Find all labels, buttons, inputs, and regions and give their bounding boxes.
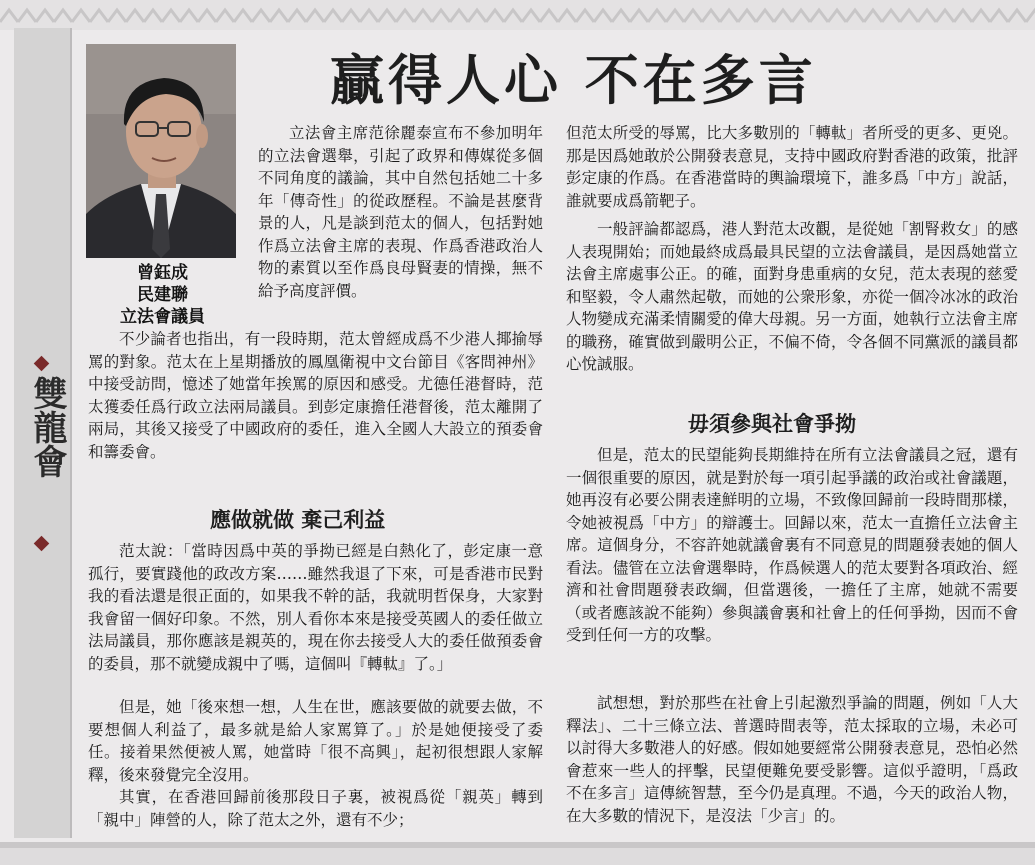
author-photo bbox=[86, 44, 236, 258]
paragraph-4: 但是，她「後來想一想，人生在世，應該要做的就要去做，不要想個人利益了，最多就是給人家罵算了。」於是她便接受了委任。接着果然便被人罵，她當時「很不高興」，起初很想跟人家解釋，後來發覺完全沒用。 bbox=[88, 698, 543, 784]
author-role: 立法會議員 bbox=[120, 307, 205, 327]
column-name: 雙龍會 bbox=[27, 376, 67, 478]
paragraph-7: 一般評論都認爲，港人對范太改觀，是從她「割腎救女」的感人表現開始；而她最終成爲最具民望的立法會議員，是因爲她當立法會主席處事公正。的確，面對身患重病的女兒，范太表現的慈愛和堅毅，令人肅然起敬，而她的公衆形象，亦從一個冷冰冰的政治人物變成充滿柔情關愛的偉大母親。另一方面，她執行立法會主席的職務，確實做到嚴明公正，不偏不倚，令各個不同黨派的議員都心悅誠服。 bbox=[566, 220, 1018, 373]
headline: 贏得人心 不在多言 bbox=[330, 48, 817, 112]
top-border-pattern bbox=[0, 0, 1035, 30]
paragraph-8: 但是，范太的民望能夠長期維持在所有立法會議員之冠，還有一個很重要的原因，就是對於每一項引起爭議的政治或社會議題，她再沒有必要公開表達鮮明的立場，不致像回歸前一段時間那樣，令她被視爲「中方」的辯護士。回歸以來，范太一直擔任立法會主席。這個身分，不容許她就議會裏有不同意見的問題發表她的個人看法。儘管在立法會選舉時，作爲候選人的范太要對各項政治、經濟和社會問題發表政綱，但當選後，一擔任了主席，她就不需要（或者應該說不能夠）參與議會裏和社會上的任何爭拗，因而不會受到任何一方的攻擊。 bbox=[566, 446, 1018, 644]
subhead-left: 應做就做 棄己利益 bbox=[210, 508, 386, 532]
diamond-ornament-top bbox=[34, 356, 50, 372]
paragraph-2: 不少論者也指出，有一段時期，范太曾經成爲不少港人揶揄辱罵的對象。范太在上星期播放的鳳凰衛視中文台節目《客問神州》中接受訪問，憶述了她當年挨罵的原因和感受。尤德任港督時，范太獲委任爲行政立法兩局議員。到彭定康擔任港督後，范太離開了兩局，其後又接受了中國政府的委任，進入全國人大設立的預委會和籌委會。 bbox=[88, 330, 543, 461]
author-party: 民建聯 bbox=[137, 285, 188, 305]
paragraph-9: 試想想，對於那些在社會上引起激烈爭論的問題，例如「人大釋法」、二十三條立法、普選時間表等，范太採取的立場，未必可以討得大多數港人的好感。假如她要經常公開發表意見，恐怕必然會惹來一些人的抨擊，民望便難免要受影響。這似乎證明，「爲政不在多言」這傳統智慧，至今仍是真理。不過，今天的政治人物，在大多數的情況下，是沒法「少言」的。 bbox=[566, 694, 1018, 825]
author-name: 曾鈺成 bbox=[137, 263, 188, 283]
paragraph-3: 范太說：「當時因爲中英的爭拗已經是白熱化了，彭定康一意孤行，要實踐他的政改方案……雖然我退了下來，可是香港市民對我的看法還是很正面的，如果我不幹的話，我就明哲保身，大家對我會留一個好印象。不然，別人看你本來是接受英國人的委任做立法局議員，那你應該是親英的，現在你去接受人大的委任做預委會的委員，那不就變成親中了嗎，這個叫『轉軚』了。」 bbox=[88, 542, 543, 673]
paragraph-5: 其實，在香港回歸前後那段日子裏，被視爲從「親英」轉到「親中」陣營的人，除了范太之外，還有不少； bbox=[88, 788, 543, 829]
paragraph-1: 立法會主席范徐麗泰宣布不參加明年的立法會選舉，引起了政界和傳媒從多個不同角度的議論，其中自然包括她二十多年「傳奇性」的從政歷程。不論是甚麼背景的人，凡是談到范太的個人，包括對她作爲立法會主席的表現、作爲香港政治人物的素質以至作爲良母賢妻的情操，無不給予高度評價。 bbox=[258, 124, 543, 300]
author-caption bbox=[80, 262, 245, 328]
bottom-strip bbox=[0, 848, 1035, 865]
paragraph-6: 但范太所受的辱罵，比大多數別的「轉軚」者所受的更多、更兇。那是因爲她敢於公開發表意見，支持中國政府對香港的政策，批評彭定康的作爲。在香港當時的輿論環境下，誰多爲「中方」說話，誰就要成爲箭靶子。 bbox=[566, 124, 1018, 210]
subhead-right: 毋須參與社會爭拗 bbox=[688, 412, 856, 436]
column-side-bar bbox=[14, 28, 72, 838]
diamond-ornament-bottom bbox=[34, 536, 50, 552]
